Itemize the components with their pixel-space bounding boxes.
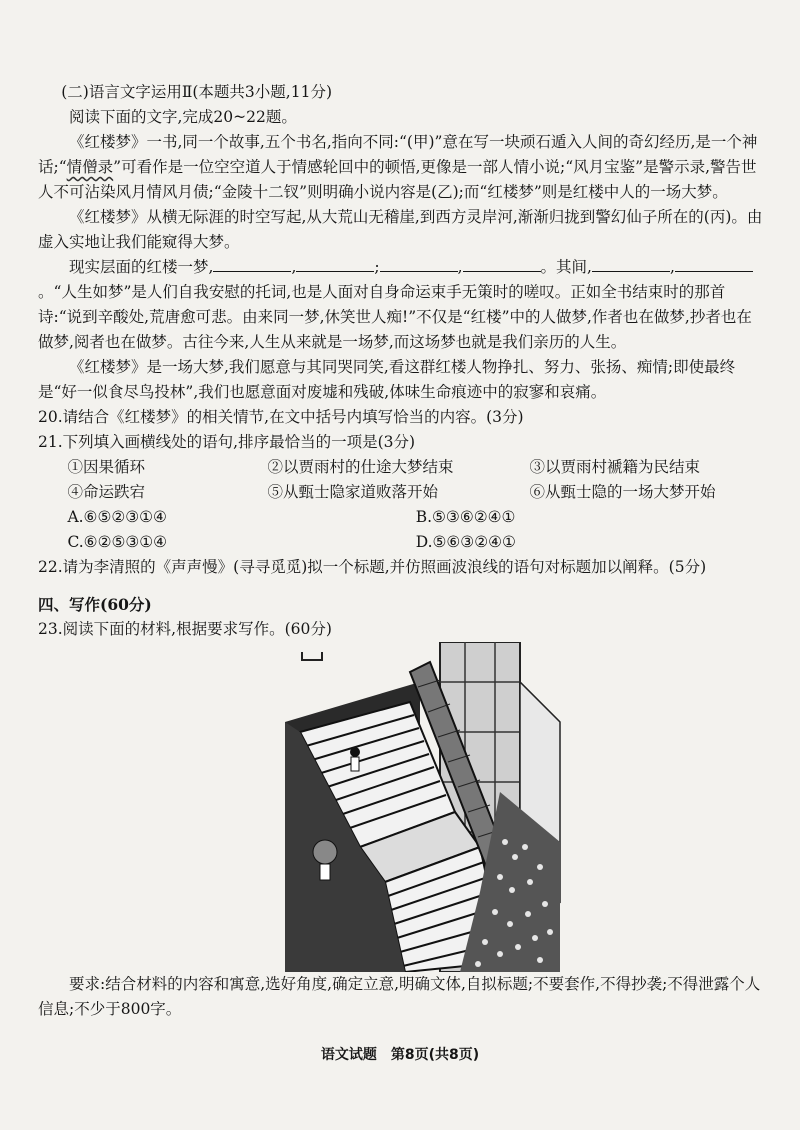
answer-choice-c: C.⑥②⑤③①④ (67, 533, 168, 551)
page-footer: 语文试题 第8页(共8页) (320, 1047, 480, 1063)
question-20: 20.请结合《红楼梦》的相关情节,在文中括号内填写恰当的内容。(3分) (38, 408, 524, 426)
exam-page (38, 80, 764, 1022)
option: ①因果循环 (67, 458, 145, 476)
question-22: 22.请为李清照的《声声慢》(寻寻觅觅)拟一个标题,并仿照画波浪线的语句对标题加以阐释。(5分) (38, 558, 707, 576)
answer-choice-a: A.⑥⑤②③①④ (67, 508, 167, 526)
passage-paragraph-1: 《红楼梦》一书,同一个故事,五个书名,指向不同:“(甲)”意在写一块顽石遁入人间的奇幻经历,是一个神话;“情僧录”可看作是一位空空道人于情感轮回中的顿悟,更像是一部人情小说;“风月宝鉴”是警示录,警告世人不可沾染风月情风月债;“金陵十二钗”则明确小说内容是(乙);而“红楼梦”则是红楼中人的一场大梦。 (38, 133, 758, 201)
passage-paragraph-3: 现实层面的红楼一梦, , ; , 。其间, ,。“人生如梦”是人们自我安慰的托词,也是人面对自身命运束手无策时的嗟叹。正如全书结束时的那首诗:“说到辛酸处,荒唐愈可悲。由来同一梦,休笑世人痴!”不仅是“红楼”中的人做梦,作者也在做梦,抄者也在做梦,阅者也在做梦。古往今来,人生从来就是一场梦,而这场梦也就是我们亲历的人生。 (38, 255, 764, 355)
section-title: (二)语言文字运用Ⅱ(本题共3小题,11分) (61, 83, 332, 101)
answer-row (38, 530, 764, 555)
question-21-options (38, 455, 764, 505)
passage-paragraph-2: 《红楼梦》从横无际涯的时空写起,从大荒山无稽崖,到西方灵岸河,渐渐归拢到警幻仙子所在的(丙)。由虚入实地让我们能窥得大梦。 (38, 208, 763, 251)
answer-choice-d: D.⑤⑥③②④① (415, 533, 516, 551)
instruction: 阅读下面的文字,完成20~22题。 (69, 108, 297, 126)
writing-requirement: 要求:结合材料的内容和寓意,选好角度,确定立意,明确文体,自拟标题;不要套作,不得抄袭;不得泄露个人信息;不少于800字。 (38, 975, 761, 1018)
staircase-escalator-illustration (0, 642, 800, 972)
question-23: 23.阅读下面的材料,根据要求写作。(60分) (38, 620, 332, 638)
blank-line (592, 255, 670, 272)
blank-line (296, 255, 374, 272)
blank-line (213, 255, 291, 272)
option: ④命运跌宕 (67, 483, 145, 501)
blank-line (463, 255, 541, 272)
blank-line (380, 255, 458, 272)
section-title-writing: 四、写作(60分) (38, 595, 152, 614)
answer-choice-b: B.⑤③⑥②④① (415, 508, 516, 526)
blank-line (675, 255, 753, 272)
answer-row (38, 505, 764, 530)
option: ③以贾雨村褫籍为民结束 (529, 458, 700, 476)
option: ⑥从甄士隐的一场大梦开始 (529, 483, 716, 501)
passage-paragraph-4: 《红楼梦》是一场大梦,我们愿意与其同哭同笑,看这群红楼人物挣扎、努力、张扬、痴情;即使最终是“好一似食尽鸟投林”,我们也愿意面对废墟和残破,体味生命痕迹中的寂寥和哀痛。 (38, 358, 736, 401)
question-21-stem: 21.下列填入画横线处的语句,排序最恰当的一项是(3分) (38, 433, 416, 451)
option: ②以贾雨村的仕途大梦结束 (267, 458, 454, 476)
option: ⑤从甄士隐家道败落开始 (267, 483, 438, 501)
wavy-underlined-text: 情僧录 (66, 158, 114, 176)
